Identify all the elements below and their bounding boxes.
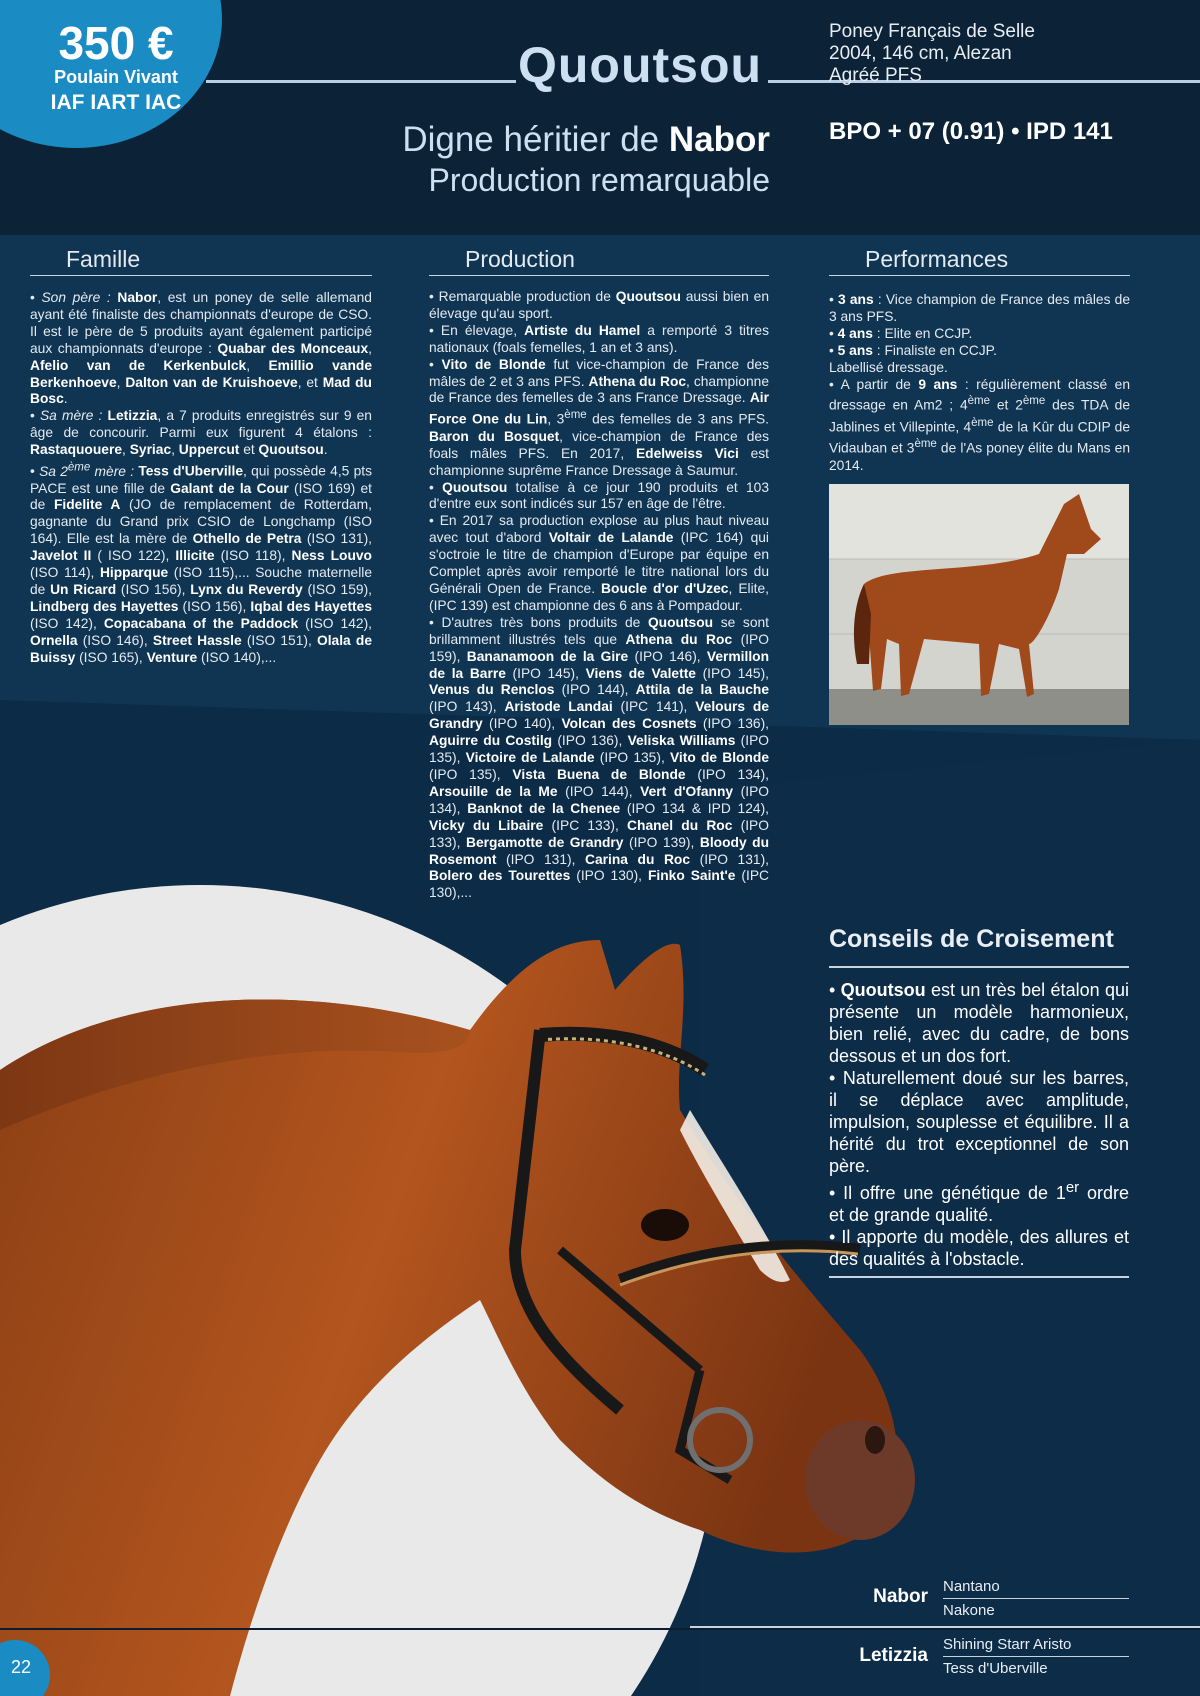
- pedigree-sire-sire: Nantano: [943, 1578, 1000, 1595]
- price-subtitle: Poulain Vivant: [54, 67, 178, 87]
- performances-heading: [829, 246, 1130, 276]
- heading-rule: [30, 275, 372, 276]
- heading-text: Famille: [66, 246, 141, 272]
- tagline: [300, 120, 770, 160]
- pedigree-dam: Letizzia: [859, 1645, 928, 1666]
- paragraph: • Il apporte du modèle, des allures et des qualités à l'obstacle.: [829, 1227, 1129, 1269]
- pedigree-dam-sire: Shining Starr Aristo: [943, 1636, 1072, 1653]
- conseils-rule: [829, 966, 1129, 968]
- breed-info: [829, 21, 1189, 87]
- heading-text: Production: [465, 246, 575, 272]
- heading-rule: [829, 275, 1130, 276]
- indices: BPO + 07 (0.91) • IPD 141: [829, 118, 1113, 145]
- paragraph: • Quoutsou est un très bel étalon qui présente un modèle harmonieux, bien relié, avec du cadre, de bons dessous et un dos fort.: [829, 980, 1129, 1066]
- paragraph: Labellisé dressage.: [829, 359, 948, 375]
- horse-standing-photo: [829, 484, 1129, 725]
- conseils-rule-bottom: [829, 1276, 1129, 1278]
- paragraph: • Il offre une génétique de 1er ordre et de grande qualité.: [829, 1179, 1129, 1225]
- paragraph: • 5 ans : Finaliste en CCJP.: [829, 342, 997, 358]
- insemination-types: IAF IART IAC: [50, 91, 182, 114]
- performances-text: [829, 292, 1130, 475]
- paragraph: • Sa 2ème mère : Tess d'Uberville, qui possède 4,5 pts PACE est une fille de Galant de la Cour (ISO 169) et de Fidelite A (JO de remplacement de Rotterdam, gagnante du Grand prix CSIO de Longchamp (ISO 164). Elle est la mère de Othello de Petra (ISO 131), Javelot II ( ISO 122), Illicite (ISO 118), Ness Louvo (ISO 114), Hipparque (ISO 115),... Souche maternelle de Un Ricard (ISO 156), Lynx du Reverdy (ISO 159), Lindberg des Hayettes (ISO 156), Iqbal des Hayettes (ISO 142), Copacabana of the Paddock (ISO 142), Ornella (ISO 146), Street Hassle (ISO 151), Olala de Buissy (ISO 165), Venture (ISO 140),...: [30, 461, 373, 665]
- pedigree-sire-dam: Nakone: [943, 1602, 995, 1619]
- paragraph: • A partir de 9 ans : régulièrement classé en dressage en Am2 ; 4ème et 2ème des TDA de Jablines et Villepinte, 4ème de la Kûr du CDIP de Vidauban et 3ème de l'As poney élite du Mans en 2014.: [829, 376, 1131, 473]
- pedigree-rule: [943, 1656, 1129, 1657]
- horse-name: Quoutsou: [517, 37, 763, 93]
- pedigree-dam-dam: Tess d'Uberville: [943, 1660, 1048, 1677]
- breed-line: Poney Français de Selle: [829, 21, 1035, 42]
- paragraph: • 3 ans : Vice champion de France des mâles de 3 ans PFS.: [829, 292, 1131, 324]
- pedigree-rule: [690, 1626, 1200, 1628]
- pedigree-sire: Nabor: [873, 1586, 928, 1607]
- paragraph: • Sa mère : Letizzia, a 7 produits enregistrés sur 9 en âge de concourir. Parmi eux figurent 4 étalons : Rastaquouere, Syriac, Uppercut et Quoutsou.: [30, 408, 372, 458]
- approval: Agréé PFS: [829, 65, 922, 86]
- famille-heading: [30, 246, 372, 276]
- paragraph: • En élevage, Artiste du Hamel a remporté 3 titres nationaux (foals femelles, 1 an et 3 ans).: [429, 322, 769, 355]
- paragraph: • Naturellement doué sur les barres, il se déplace avec amplitude, impulsion, souplesse et équilibre. Il a hérité du trot exceptionnel de son père.: [829, 1068, 1129, 1176]
- paragraph: • Son père : Nabor, est un poney de selle allemand ayant été finaliste des championnats d'europe de CSO. Il est le père de 5 produits ayant également participé aux championnats d'europe : Quabar des Monceaux, Afelio van de Kerkenbulck, Emillio vande Berkenhoeve, Dalton van de Kruishoeve, et Mad du Bosc.: [30, 290, 372, 407]
- pedigree-rule: [943, 1598, 1129, 1599]
- conseils-title: Conseils de Croisement: [829, 925, 1114, 953]
- price: 350 €: [58, 17, 174, 69]
- horse-head-photo: [0, 920, 920, 1696]
- paragraph: • En 2017 sa production explose au plus haut niveau avec tout d'abord Voltair de Lalande (IPC 164) qui s'octroie le titre de champion d'Europe par équipe en Complet après avoir remporté le titre national lors du Générali Open de France. Boucle d'or d'Uzec, Elite, (IPC 139) est championne des 6 ans à Pompadour.: [429, 513, 769, 613]
- paragraph: • 4 ans : Elite en CCJP.: [829, 325, 973, 341]
- production-heading: [429, 246, 769, 276]
- tagline-sub: Production remarquable: [428, 162, 770, 198]
- famille-text: [30, 290, 372, 667]
- paragraph: • Remarquable production de Quoutsou aussi bien en élevage qu'au sport.: [429, 289, 769, 321]
- heading-rule: [429, 275, 769, 276]
- paragraph: • Vito de Blonde fut vice-champion de France des mâles de 2 et 3 ans PFS. Athena du Roc, championne de France des femelles de 3 ans France Dressage. Air Force One du Lin, 3ème des femelles de 3 ans PFS. Baron du Bosquet, vice-champion de France des foals mâles PFS. En 2017, Edelweiss Vici est championne suprême France Dressage à Saumur.: [429, 356, 769, 478]
- paragraph: • Quoutsou totalise à ce jour 190 produits et 103 d'entre eux sont indicés sur 157 en âge de l'être.: [429, 479, 769, 512]
- paragraph: • D'autres très bons produits de Quoutsou se sont brillamment illustrés tels que Athena du Roc (IPO 159), Bananamoon de la Gire (IPO 146), Vermillon de la Barre (IPO 145), Viens de Valette (IPO 145), Venus du Renclos (IPO 144), Attila de la Bauche (IPO 143), Aristode Landai (IPC 141), Velours de Grandry (IPO 140), Volcan des Cosnets (IPO 136), Aguirre du Costilg (IPO 136), Veliska Williams (IPO 135), Victoire de Lalande (IPO 135), Vito de Blonde (IPO 135), Vista Buena de Blonde (IPO 134), Arsouille de la Me (IPO 144), Vert d'Ofanny (IPO 134), Banknot de la Chenee (IPO 134 & IPD 124), Vicky du Libaire (IPC 133), Chanel du Roc (IPO 133), Bergamotte de Grandry (IPO 139), Bloody du Rosemont (IPO 131), Carina du Roc (IPO 131), Bolero des Tourettes (IPO 130), Finko Saint'e (IPC 130),...: [429, 614, 770, 901]
- birth-height-colour: 2004, 146 cm, Alezan: [829, 43, 1012, 64]
- production-text: [429, 289, 769, 902]
- conseils-text: [829, 979, 1129, 1270]
- heading-text: Performances: [865, 246, 1009, 272]
- bottom-rule: [0, 1628, 1200, 1630]
- tagline-sire: Nabor: [668, 120, 770, 159]
- page-number: 22: [11, 1657, 32, 1677]
- tagline-text: Digne héritier de: [402, 120, 669, 159]
